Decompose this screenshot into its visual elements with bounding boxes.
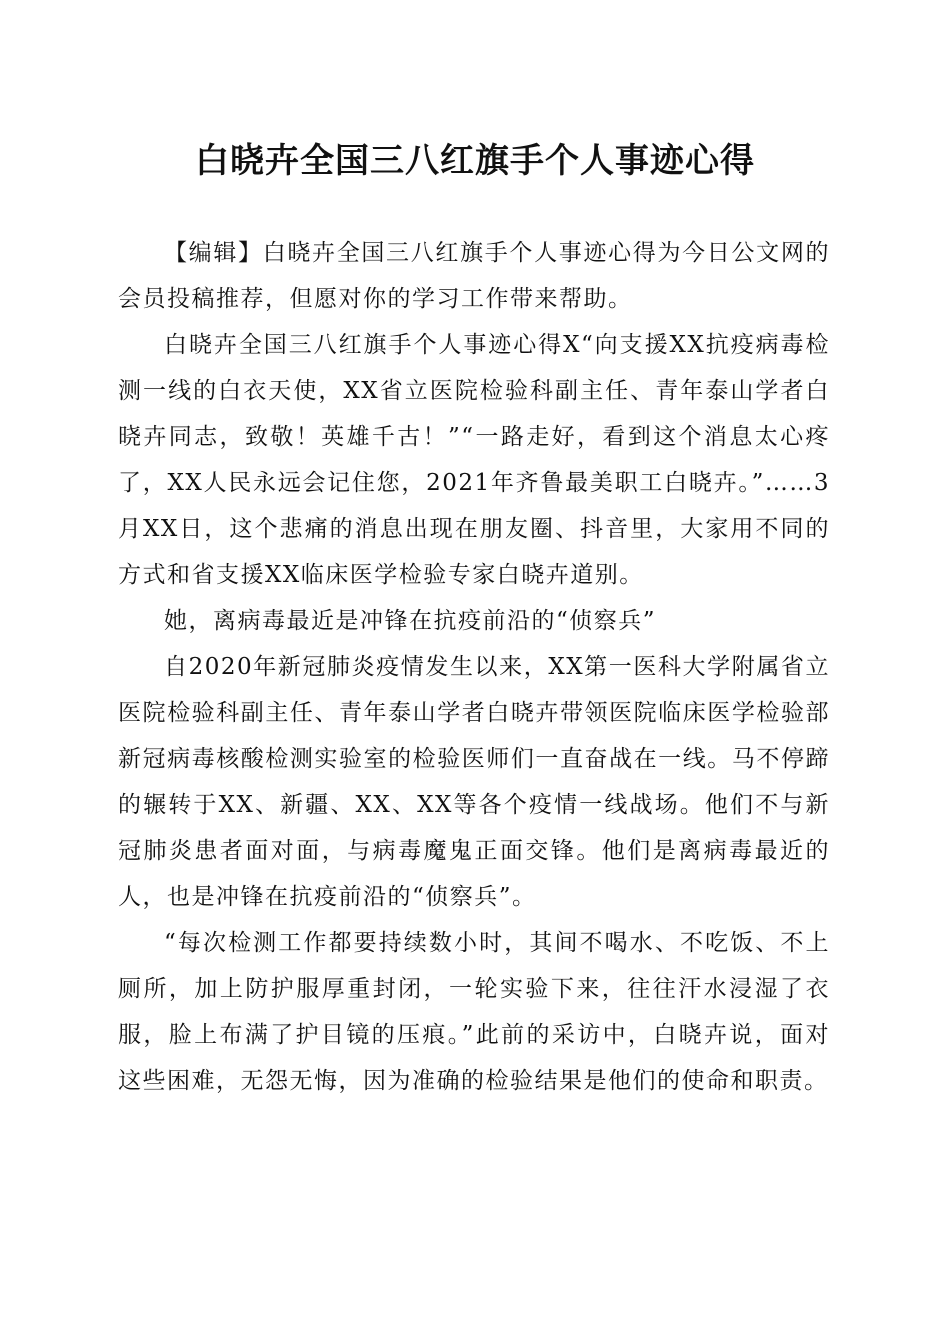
paragraph-intro: 白晓卉全国三八红旗手个人事迹心得X“向支援XX抗疫病毒检测一线的白衣天使，XX省立医院检验科副主任、青年泰山学者白晓卉同志，致敬！英雄千古！”“一路走好，看到这个消息太心疼了，XX人民永远会记住您，2021年齐鲁最美职工白晓卉。”……3月XX日，这个悲痛的消息出现在朋友圈、抖音里，大家用不同的方式和省支援XX临床医学检验专家白晓卉道别。 bbox=[118, 332, 830, 588]
paragraph-quote: “每次检测工作都要持续数小时，其间不喝水、不吃饭、不上厕所，加上防护服厚重封闭，一轮实验下来，往往汗水浸湿了衣服，脸上布满了护目镜的压痕。”此前的采访中，白晓卉说，面对这些困难，无怨无悔，因为准确的检验结果是他们的使命和职责。 bbox=[118, 930, 830, 1094]
document-body bbox=[118, 230, 830, 1104]
paragraph-editor-note: 【编辑】白晓卉全国三八红旗手个人事迹心得为今日公文网的会员投稿推荐，但愿对你的学习工作带来帮助。 bbox=[118, 240, 830, 312]
document-title: 白晓卉全国三八红旗手个人事迹心得 bbox=[195, 141, 755, 181]
paragraph-subheading: 她，离病毒最近是冲锋在抗疫前沿的“侦察兵” bbox=[164, 608, 657, 634]
paragraph-frontline: 自2020年新冠肺炎疫情发生以来，XX第一医科大学附属省立医院检验科副主任、青年泰山学者白晓卉带领医院临床医学检验部新冠病毒核酸检测实验室的检验医师们一直奋战在一线。马不停蹄的辗转于XX、新疆、XX、XX等各个疫情一线战场。他们不与新冠肺炎患者面对面，与病毒魔鬼正面交锋。他们是离病毒最近的人，也是冲锋在抗疫前沿的“侦察兵”。 bbox=[118, 654, 830, 910]
